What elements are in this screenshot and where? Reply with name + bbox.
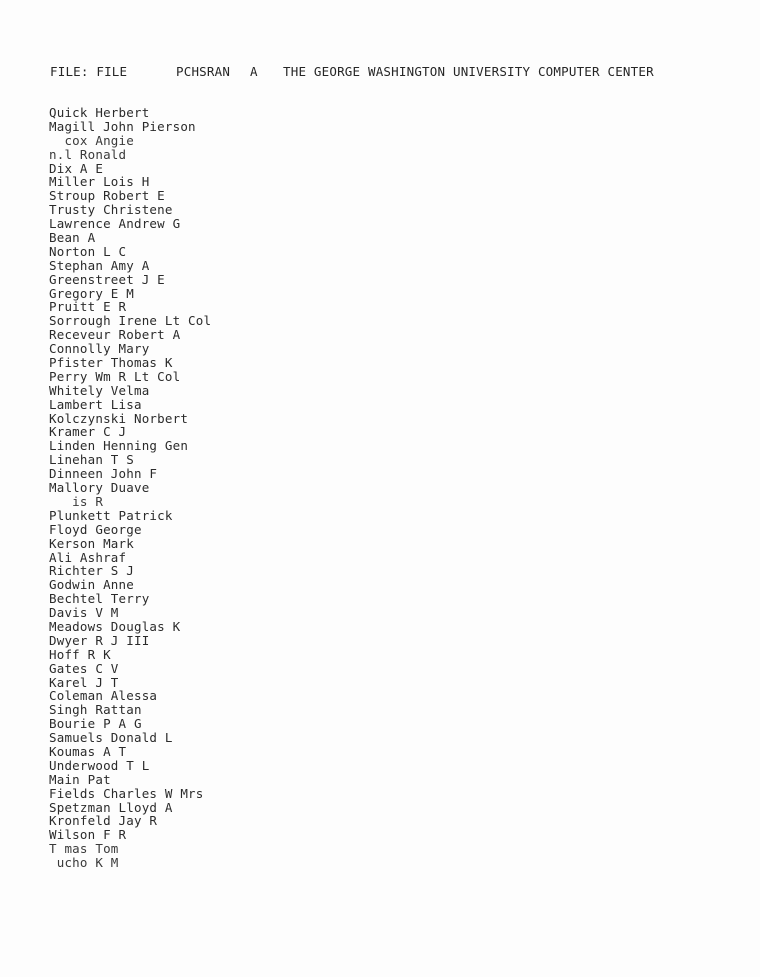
list-item: Connolly Mary xyxy=(49,341,150,357)
list-item: Samuels Donald L xyxy=(49,730,173,746)
list-item: Dix A E xyxy=(49,160,104,176)
list-item: Floyd George xyxy=(49,521,142,537)
list-item: Stroup Robert E xyxy=(49,188,165,204)
list-item: Kerson Mark xyxy=(49,535,134,551)
list-item: Trusty Christene xyxy=(49,202,173,218)
list-item: Singh Rattan xyxy=(49,702,142,718)
file-name: PCHSRAN xyxy=(176,64,231,79)
list-item: Mallory Duave xyxy=(49,480,150,496)
list-item: Kramer C J xyxy=(49,424,127,440)
file-mode: A xyxy=(250,64,258,79)
list-item: Spetzman Lloyd A xyxy=(49,799,173,815)
list-item: n.l Ronald xyxy=(49,146,127,162)
list-item: Magill John Pierson xyxy=(49,118,196,134)
list-item: Greenstreet J E xyxy=(49,271,165,287)
file-label: FILE: FILE xyxy=(50,64,128,79)
list-item: Plunkett Patrick xyxy=(49,507,173,523)
list-item: Bean A xyxy=(49,230,96,246)
list-item: Richter S J xyxy=(49,563,134,579)
list-item: Karel J T xyxy=(49,674,119,690)
list-item: Kolczynski Norbert xyxy=(49,410,189,426)
list-item: Whitely Velma xyxy=(49,382,150,398)
file-header xyxy=(50,64,654,79)
list-item: Lawrence Andrew G xyxy=(49,216,181,232)
list-item: is R xyxy=(49,493,104,509)
list-item: Davis V M xyxy=(49,605,119,621)
list-item: Main Pat xyxy=(49,771,111,787)
list-item: Lambert Lisa xyxy=(49,396,142,412)
list-item: Sorrough Irene Lt Col xyxy=(49,313,212,329)
list-item: Fields Charles W Mrs xyxy=(49,785,204,801)
list-item: Miller Lois H xyxy=(49,174,150,190)
list-item: Pfister Thomas K xyxy=(49,355,173,371)
list-item: Coleman Alessa xyxy=(49,688,158,704)
list-item: Dwyer R J III xyxy=(49,632,150,648)
list-item: Dinneen John F xyxy=(49,466,158,482)
list-item: Bourie P A G xyxy=(49,716,142,732)
list-item: Perry Wm R Lt Col xyxy=(49,368,181,384)
list-item: Hoff R K xyxy=(49,646,111,662)
list-item: Pruitt E R xyxy=(49,299,127,315)
list-item: T mas Tom xyxy=(49,841,119,857)
list-item: Bechtel Terry xyxy=(49,591,150,607)
list-item: ucho K M xyxy=(49,855,119,871)
list-item: Receveur Robert A xyxy=(49,327,181,343)
list-item: Linehan T S xyxy=(49,452,134,468)
list-item: Linden Henning Gen xyxy=(49,438,189,454)
list-item: Gates C V xyxy=(49,660,119,676)
list-item: Wilson F R xyxy=(49,827,127,843)
organization-name: THE GEORGE WASHINGTON UNIVERSITY COMPUTER CENTER xyxy=(283,64,654,79)
list-item: cox Angie xyxy=(49,132,134,148)
list-item: Ali Ashraf xyxy=(49,549,127,565)
list-item: Godwin Anne xyxy=(49,577,134,593)
list-item: Quick Herbert xyxy=(49,105,150,120)
list-item: Koumas A T xyxy=(49,743,127,759)
list-item: Kronfeld Jay R xyxy=(49,813,158,829)
name-list xyxy=(49,106,211,870)
list-item: Meadows Douglas K xyxy=(49,618,181,634)
list-item: Gregory E M xyxy=(49,285,134,301)
list-item: Norton L C xyxy=(49,243,127,259)
list-item: Stephan Amy A xyxy=(49,257,150,273)
list-item: Underwood T L xyxy=(49,757,150,773)
